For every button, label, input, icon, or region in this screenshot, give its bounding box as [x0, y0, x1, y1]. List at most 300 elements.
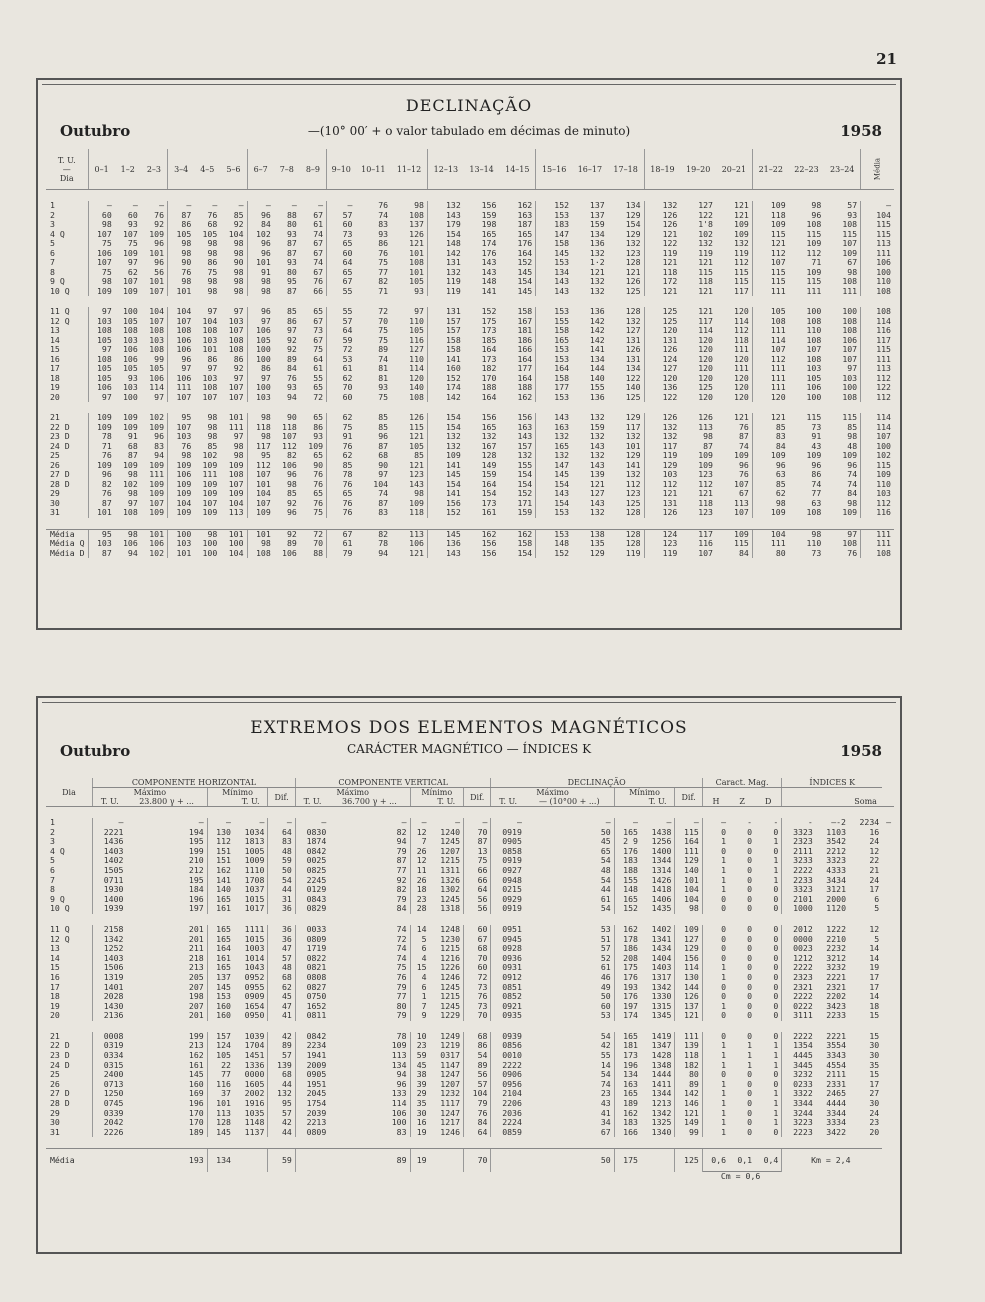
value-cell: 1326: [440, 874, 460, 885]
value-cell: 106: [168, 336, 195, 346]
value-cell: 149: [675, 1118, 702, 1128]
value-cell: 177: [536, 383, 572, 393]
value-cell: 85: [327, 461, 356, 471]
value-cell: 16: [410, 1118, 430, 1128]
day-row: [46, 258, 894, 268]
v-max-tu: T. U.: [295, 797, 329, 807]
value-cell: 104: [752, 529, 788, 539]
value-cell: 47: [268, 944, 295, 954]
value-cell: 77: [396, 991, 407, 1002]
value-cell: 87: [464, 837, 491, 847]
day-row: [46, 220, 894, 230]
value-cell: 120: [644, 374, 680, 384]
value-cell: 0830: [295, 828, 329, 838]
value-cell: 85: [286, 488, 297, 498]
day-row: [46, 1002, 894, 1012]
value-cell: 2012: [782, 925, 816, 935]
value-cell: 111: [861, 539, 894, 549]
value-cell: 201: [188, 1010, 204, 1021]
value-cell: 121: [409, 431, 424, 441]
value-cell: 67: [600, 1126, 611, 1137]
value-cell: 132: [589, 412, 605, 422]
value-cell: 42: [268, 1032, 295, 1042]
value-cell: 109: [122, 421, 138, 432]
value-cell: 125: [698, 382, 713, 392]
value-cell: 154: [536, 480, 572, 490]
day-cell: 2: [50, 826, 55, 837]
value-cell: 134: [589, 353, 605, 364]
value-cell: 14: [410, 925, 430, 935]
day-row: [46, 432, 894, 442]
day-cell: 2: [50, 209, 55, 220]
value-cell: 98: [233, 276, 244, 286]
day-row: [46, 413, 894, 423]
value-cell: 188: [481, 382, 497, 392]
day-row: [46, 1011, 894, 1021]
value-cell: 113: [228, 507, 244, 517]
value-cell: 176: [481, 247, 497, 258]
value-cell: 152: [536, 549, 572, 559]
value-cell: 75: [207, 266, 218, 277]
value-cell: 48: [268, 847, 295, 857]
value-cell: 1: [702, 1002, 729, 1012]
day-row: [46, 326, 894, 336]
value-cell: —: [675, 818, 702, 828]
value-cell: 98: [207, 247, 218, 258]
value-cell: 2206: [491, 1099, 525, 1109]
day-cell: 1: [50, 200, 55, 210]
value-cell: 60: [464, 963, 491, 973]
value-cell: 2222: [782, 1032, 816, 1042]
value-cell: 44: [600, 884, 611, 895]
h-base: 23.800 γ + ...: [126, 797, 207, 807]
value-cell: 179: [427, 220, 463, 230]
value-cell: 5: [410, 935, 430, 945]
value-cell: 1229: [440, 1010, 460, 1021]
value-cell: 109: [806, 450, 822, 460]
value-cell: 86: [207, 353, 218, 364]
value-cell: 98: [127, 469, 138, 479]
value-cell: 98: [247, 277, 274, 287]
value-cell: 1: [773, 864, 779, 875]
value-cell: —: [886, 817, 891, 827]
value-cell: 0: [747, 903, 753, 914]
value-cell: 120: [698, 353, 713, 364]
value-cell: 2321: [826, 981, 846, 992]
value-cell: 97: [233, 306, 244, 316]
value-cell: 3323: [826, 855, 846, 866]
value-cell: 96: [847, 459, 858, 470]
value-cell: 156: [517, 412, 533, 422]
value-cell: 108: [202, 382, 218, 392]
day-cell: 31: [50, 1126, 60, 1137]
value-cell: 67: [313, 238, 324, 248]
value-cell: 210: [188, 855, 204, 866]
value-cell: 111: [861, 355, 894, 365]
value-cell: 112: [861, 499, 894, 509]
value-cell: 111: [734, 363, 749, 373]
value-cell: 1430: [93, 1002, 127, 1012]
value-cell: 115: [698, 266, 713, 277]
value-cell: 24: [869, 836, 880, 847]
value-cell: 129: [625, 209, 641, 220]
value-cell: 84: [847, 488, 858, 498]
value-cell: 0: [747, 981, 753, 992]
day-cell: 27 D: [50, 469, 70, 479]
value-cell: 129: [675, 944, 702, 954]
value-cell: 107: [247, 499, 274, 509]
value-cell: 70: [464, 1011, 491, 1021]
value-cell: —: [198, 817, 204, 827]
value-cell: 1009: [244, 855, 265, 866]
value-cell: 67: [313, 247, 324, 258]
value-cell: 87: [168, 211, 195, 221]
day-row: [46, 470, 894, 480]
v-max-header: Máximo: [295, 788, 410, 798]
corner-bottom: Dia: [59, 173, 74, 183]
day-cell: 9 Q: [50, 893, 65, 904]
value-cell: 97: [127, 257, 138, 267]
value-cell: —: [861, 201, 894, 211]
value-cell: 98: [811, 200, 822, 210]
day-row: [46, 895, 894, 905]
value-cell: 102: [202, 450, 218, 460]
value-cell: 88: [286, 209, 297, 220]
value-cell: 84: [464, 1118, 491, 1128]
value-cell: 171: [517, 497, 533, 508]
day-row: [46, 287, 894, 297]
value-cell: 118: [644, 268, 680, 278]
value-cell: 126: [625, 276, 641, 286]
value-cell: 134: [536, 268, 572, 278]
value-cell: 101: [202, 344, 218, 354]
value-cell: 104: [202, 315, 218, 326]
hour-header: 22–23: [789, 149, 825, 190]
value-cell: 164: [517, 247, 533, 258]
value-cell: —: [410, 818, 430, 828]
day-cell: 14: [50, 952, 60, 963]
value-cell: 94: [286, 391, 297, 402]
value-cell: 0909: [244, 991, 265, 1002]
value-cell: 1704: [244, 1040, 265, 1051]
value-cell: 35: [869, 1059, 880, 1070]
value-cell: 111: [861, 249, 894, 259]
value-cell: 105: [88, 374, 115, 384]
value-cell: 0: [747, 923, 753, 934]
value-cell: 16: [869, 826, 880, 837]
value-cell: 67: [464, 935, 491, 945]
value-cell: 109: [409, 497, 424, 508]
value-cell: 1342: [651, 1107, 672, 1118]
day-cell: 28 D: [50, 1098, 70, 1109]
value-cell: 0: [747, 1098, 753, 1109]
value-cell: 108: [88, 326, 115, 336]
value-cell: 115: [861, 345, 894, 355]
value-cell: 106: [391, 1107, 407, 1118]
value-cell: 86: [168, 220, 195, 230]
value-cell: 121: [644, 230, 680, 240]
value-cell: 0: [747, 826, 753, 837]
value-cell: 0931: [491, 963, 525, 973]
value-cell: 22: [869, 855, 880, 866]
value-cell: 68: [378, 450, 389, 460]
value-cell: 154: [517, 276, 533, 286]
value-cell: 0222: [782, 1002, 816, 1012]
value-cell: 92: [233, 363, 244, 373]
value-cell: 94: [127, 547, 138, 558]
value-cell: 99: [675, 1128, 702, 1138]
day-row: [46, 480, 894, 490]
value-cell: 166: [614, 1128, 641, 1138]
value-cell: 3422: [826, 1126, 846, 1137]
day-cell: 6: [50, 864, 55, 875]
value-cell: 76: [378, 247, 389, 258]
value-cell: 1: [773, 1040, 779, 1051]
day-cell: 29: [50, 488, 60, 498]
value-cell: 1247: [440, 1069, 460, 1080]
value-cell: 86: [464, 1041, 491, 1051]
value-cell: 97: [88, 345, 115, 355]
value-cell: 23: [410, 895, 430, 905]
value-cell: 0025: [295, 856, 329, 866]
value-cell: 115: [752, 277, 788, 287]
hour-header: 9–10: [327, 149, 356, 190]
value-cell: 107: [228, 478, 244, 489]
value-cell: 112: [625, 478, 641, 489]
value-cell: 153: [536, 307, 572, 317]
value-cell: 164: [481, 344, 497, 354]
value-cell: 6: [410, 944, 430, 954]
value-cell: 17: [869, 981, 880, 992]
value-cell: 104: [228, 497, 244, 508]
value-cell: 1654: [244, 1000, 265, 1011]
value-cell: 103: [247, 393, 274, 403]
value-cell: 1404: [651, 952, 672, 963]
value-cell: 84: [247, 220, 274, 230]
value-cell: 1015: [244, 933, 265, 944]
value-cell: 98: [168, 277, 195, 287]
h-min-header: Mínimo: [207, 788, 268, 798]
day-cell: Média D: [50, 547, 85, 558]
value-cell: 95: [88, 529, 115, 539]
value-cell: 111: [752, 364, 788, 374]
value-cell: 117: [625, 421, 641, 432]
value-cell: 0: [773, 1010, 779, 1021]
value-cell: 101: [149, 276, 165, 286]
value-cell: 1034: [244, 826, 265, 837]
value-cell: 62: [327, 451, 356, 461]
declination-table: [46, 149, 894, 558]
value-cell: 113: [698, 421, 713, 432]
value-cell: 1'8: [698, 219, 713, 229]
value-cell: 143: [589, 440, 605, 451]
value-cell: 97: [247, 317, 274, 327]
day-row: [46, 230, 894, 240]
value-cell: 121: [698, 257, 713, 267]
day-row: [46, 307, 894, 317]
value-cell: 1256: [651, 836, 672, 847]
value-cell: 0033: [295, 925, 329, 935]
value-cell: 120: [734, 353, 749, 364]
value-cell: 102: [149, 547, 165, 558]
value-cell: 104: [168, 499, 195, 509]
value-cell: —: [702, 818, 729, 828]
value-cell: 164: [517, 372, 533, 383]
value-cell: 2321: [782, 983, 816, 993]
value-cell: 111: [168, 383, 195, 393]
value-cell: 0: [747, 933, 753, 944]
value-cell: 57: [464, 1080, 491, 1090]
value-cell: 97: [154, 391, 165, 402]
value-cell: 1120: [826, 903, 846, 914]
value-cell: 0: [773, 893, 779, 904]
day-cell: 23 D: [50, 431, 70, 441]
value-cell: 56: [464, 1070, 491, 1080]
value-cell: 66: [313, 285, 324, 296]
value-cell: 1401: [93, 983, 127, 993]
value-cell: 95: [247, 451, 274, 461]
value-cell: 1: [773, 855, 779, 866]
value-cell: 109: [806, 266, 822, 277]
value-cell: 2009: [295, 1061, 329, 1071]
value-cell: —-2: [831, 817, 846, 827]
value-cell: 121: [698, 306, 713, 316]
value-cell: 108: [228, 344, 244, 354]
value-cell: 114: [861, 423, 894, 433]
value-cell: 1213: [651, 1098, 672, 1109]
value-cell: 2202: [826, 991, 846, 1002]
value-cell: 74: [396, 923, 407, 934]
value-cell: 145: [517, 266, 533, 277]
value-cell: 145: [427, 529, 463, 539]
value-cell: 60: [327, 220, 356, 230]
value-cell: 103: [168, 539, 195, 549]
value-cell: 73: [327, 230, 356, 240]
value-cell: 1: [773, 836, 779, 847]
value-cell: 98: [675, 904, 702, 914]
value-cell: 1318: [440, 903, 460, 914]
hour-header: 18–19: [644, 149, 680, 190]
value-cell: 147: [536, 230, 572, 240]
value-cell: 1·2: [589, 257, 605, 267]
value-cell: 107: [149, 315, 165, 326]
value-cell: 211: [188, 943, 204, 954]
value-cell: 107: [698, 547, 713, 558]
value-cell: 93: [286, 382, 297, 392]
value-cell: 165: [536, 336, 572, 346]
value-cell: 1207: [440, 845, 460, 856]
value-cell: 153: [536, 345, 572, 355]
value-cell: 100: [122, 391, 138, 402]
value-cell: 138: [572, 529, 608, 539]
value-cell: 3232: [826, 962, 846, 973]
value-cell: 71: [378, 285, 389, 296]
value-cell: 109: [427, 451, 463, 461]
value-cell: 65: [327, 239, 356, 249]
value-cell: 106: [168, 470, 195, 480]
day-cell: 17: [50, 981, 60, 992]
value-cell: 108: [409, 391, 424, 402]
soma-header: Soma: [849, 797, 882, 807]
value-cell: 79: [396, 845, 407, 856]
value-cell: 1754: [295, 1099, 329, 1109]
value-cell: 118: [247, 423, 274, 433]
value-cell: 134: [614, 1070, 641, 1080]
value-cell: 109: [168, 480, 195, 490]
value-cell: 105: [806, 372, 822, 383]
value-cell: 2233: [826, 1010, 846, 1021]
value-cell: 132: [734, 238, 749, 248]
value-cell: 174: [614, 1011, 641, 1021]
value-cell: 100: [228, 538, 244, 548]
value-cell: -: [747, 817, 753, 827]
value-cell: 0: [747, 1030, 753, 1041]
value-cell: 102: [149, 412, 165, 422]
day-cell: 13: [50, 943, 60, 954]
value-cell: 176: [614, 847, 641, 857]
day-row: [46, 317, 894, 327]
value-cell: 0: [702, 935, 729, 945]
value-cell: 145: [188, 1069, 204, 1080]
value-cell: 85: [414, 450, 424, 460]
value-cell: 1245: [440, 981, 460, 992]
value-cell: 24: [869, 874, 880, 885]
value-cell: 0: [773, 981, 779, 992]
value-cell: 97: [847, 363, 858, 373]
value-cell: 86: [811, 469, 822, 479]
value-cell: 1438: [651, 826, 672, 837]
h-min-tu: T. U.: [234, 797, 268, 807]
value-cell: 98: [233, 266, 244, 277]
mean-header: [861, 149, 894, 190]
value-cell: 0950: [244, 1010, 265, 1021]
value-cell: 0: [702, 828, 729, 838]
value-cell: 165: [481, 421, 497, 432]
value-cell: 108: [409, 257, 424, 267]
value-cell: 72: [378, 306, 389, 316]
day-row: [46, 355, 894, 365]
value-cell: 68: [464, 1032, 491, 1042]
value-cell: 74: [396, 943, 407, 954]
value-cell: 108: [149, 325, 165, 335]
value-cell: 170: [188, 1117, 204, 1128]
value-cell: 88: [313, 547, 324, 558]
extremes-month: Outubro: [60, 742, 131, 760]
value-cell: 67: [327, 529, 356, 539]
value-cell: 60: [464, 925, 491, 935]
value-cell: 0825: [295, 866, 329, 876]
value-cell: 173: [481, 497, 497, 508]
value-cell: 98: [88, 277, 115, 287]
value-cell: 76: [313, 478, 324, 489]
value-cell: 0927: [491, 866, 525, 876]
value-cell: 105: [168, 230, 195, 240]
value-cell: 132: [625, 315, 641, 326]
day-row: [46, 1118, 894, 1128]
value-cell: 109: [88, 287, 115, 297]
value-cell: 109: [122, 412, 138, 422]
value-cell: 96: [738, 459, 749, 470]
value-cell: 44: [268, 885, 295, 895]
value-cell: 105: [247, 336, 274, 346]
value-cell: 72: [464, 973, 491, 983]
value-cell: 65: [313, 412, 324, 422]
value-cell: 2331: [826, 1078, 846, 1089]
value-cell: 1: [410, 992, 430, 1002]
value-cell: 96: [154, 238, 165, 248]
value-cell: 108: [842, 315, 858, 326]
value-cell: 67: [738, 488, 749, 498]
